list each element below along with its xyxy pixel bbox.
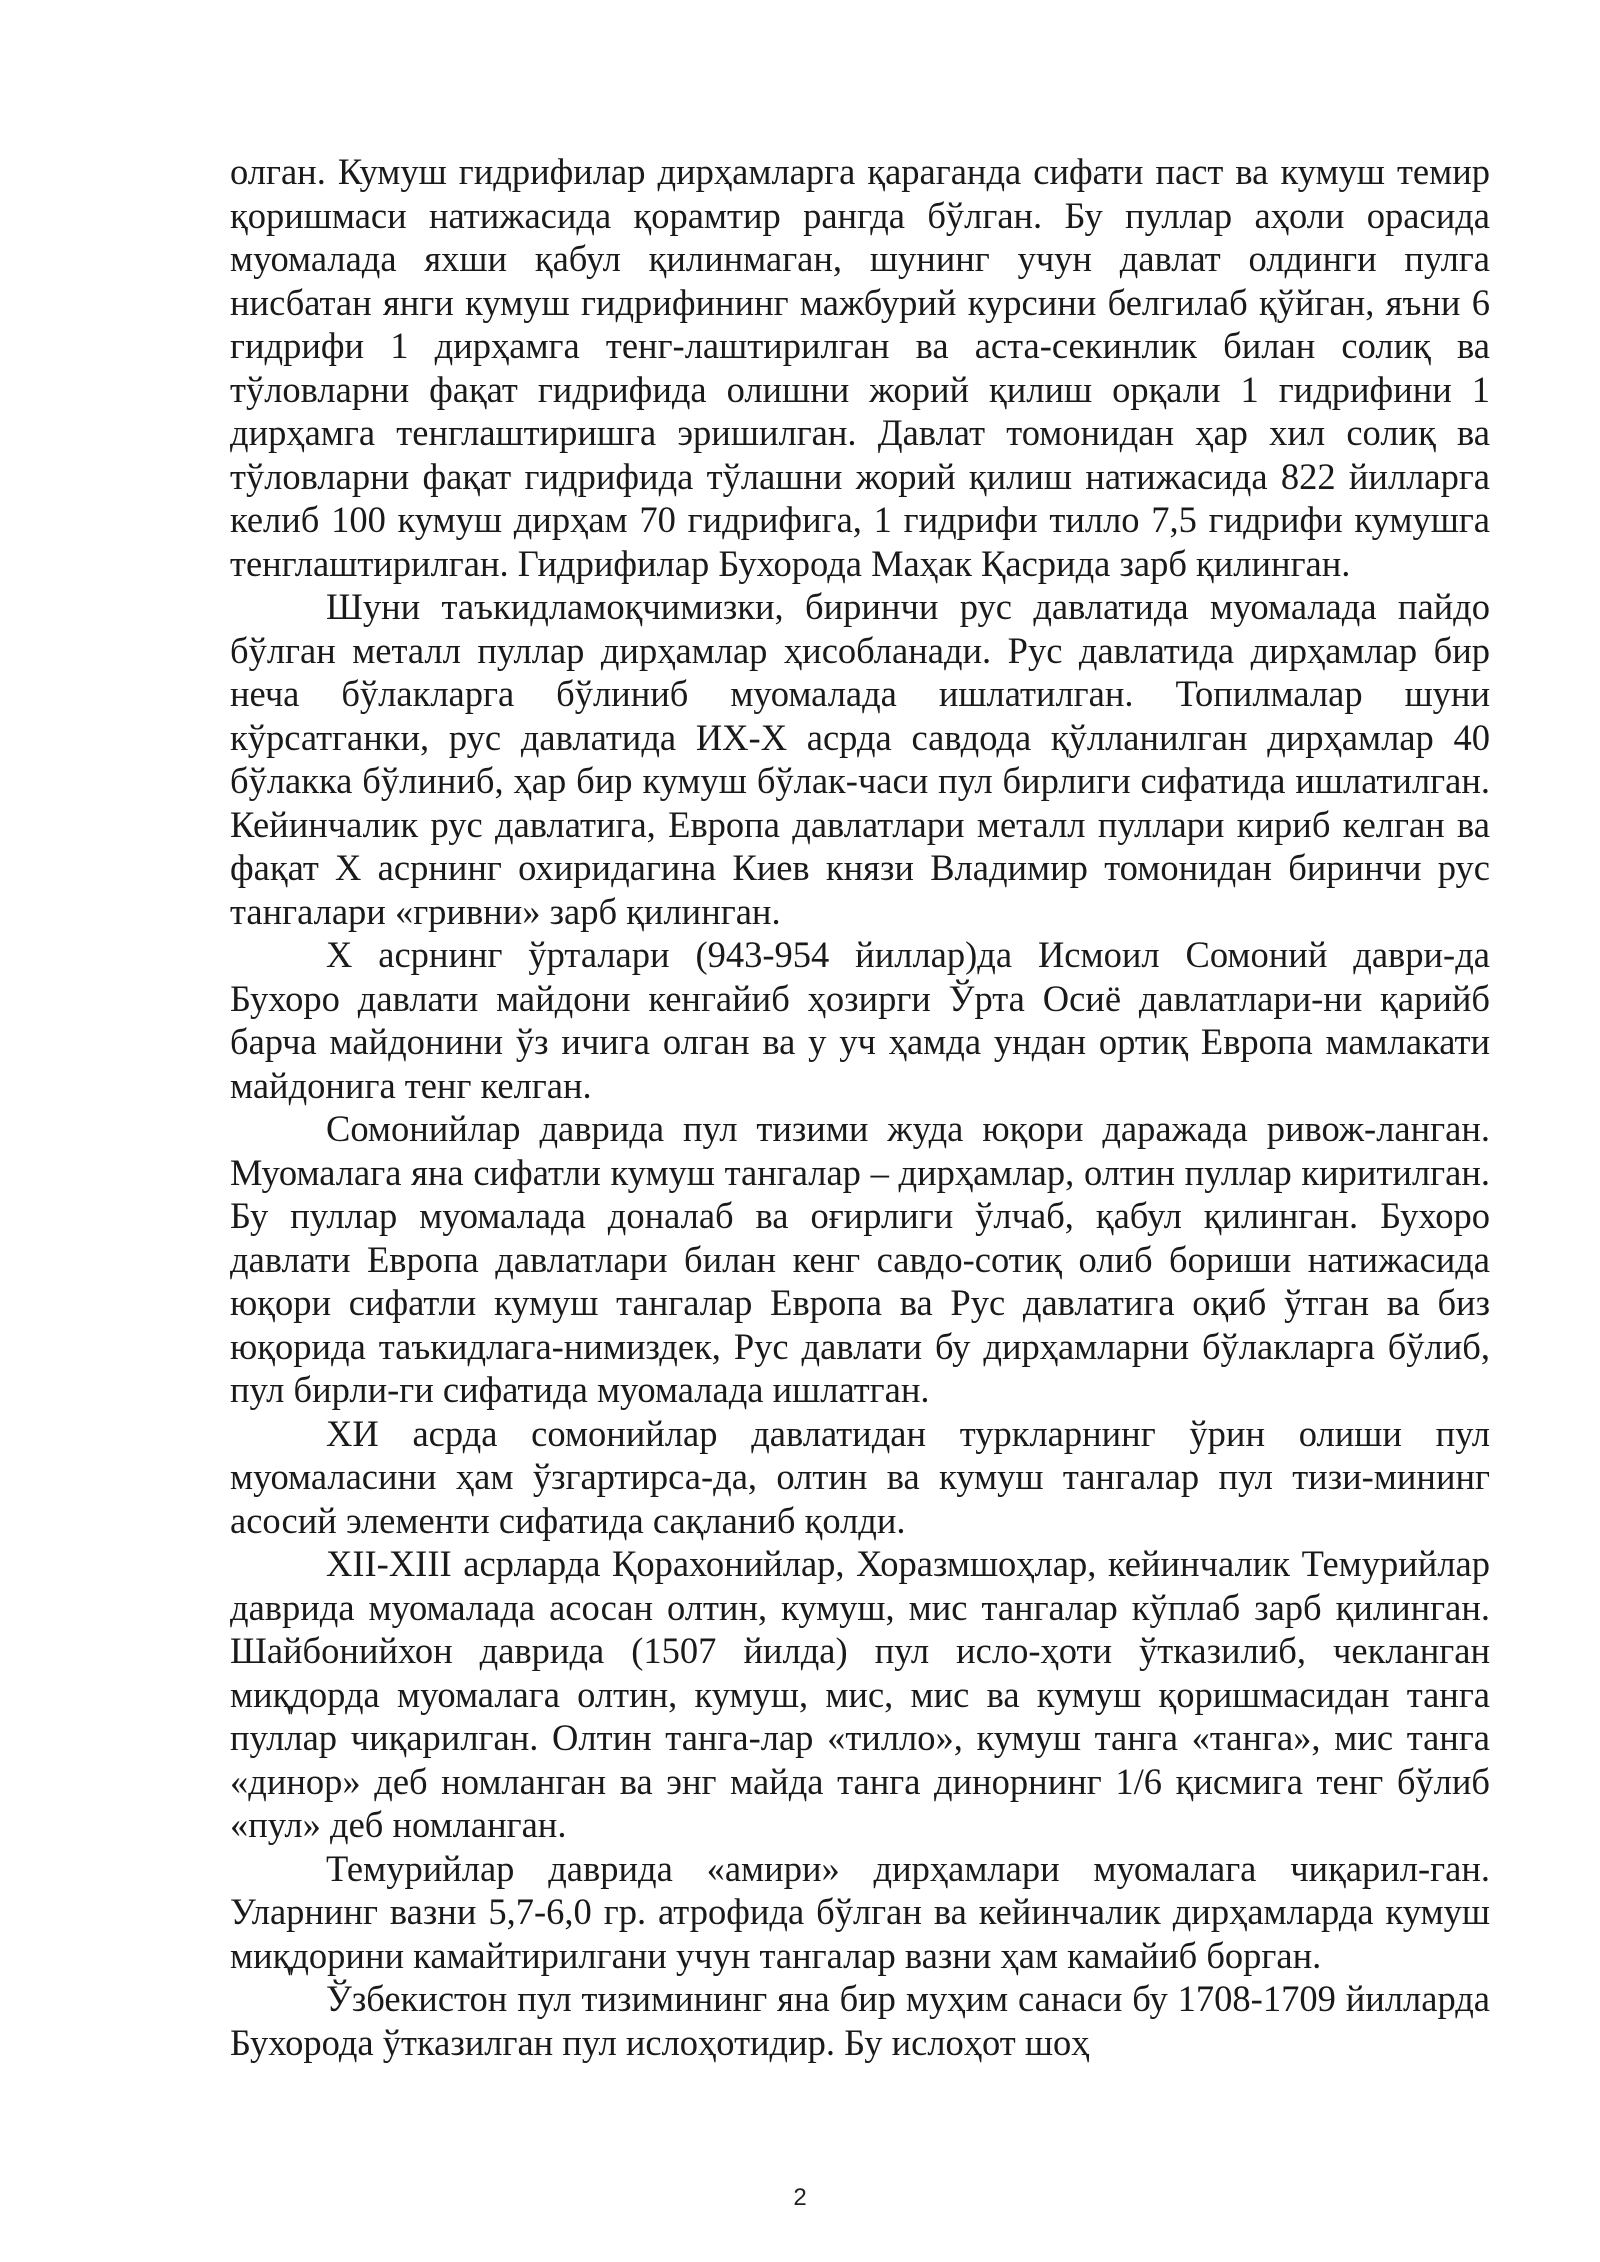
paragraph-8: Ўзбекистон пул тизимининг яна бир муҳим санаси бу 1708-1709 йилларда Бухорода ўтказилган пул ислоҳотидир. Бу ислоҳот шоҳ (230, 1978, 1490, 2063)
document-body (230, 150, 1490, 2064)
paragraph-3: Х асрнинг ўрталари (943-954 йиллар)да Исмоил Сомоний даври-да Бухоро давлати майдони кенгайиб ҳозирги Ўрта Осиё давлатлари-ни қарийб барча майдонини ўз ичига олган ва у уч ҳамда ундан ортиқ Европа мамлакати майдонига тенг келган. (230, 934, 1490, 1106)
paragraph-6: ХII-ХIII асрларда Қорахонийлар, Хоразмшоҳлар, кейинчалик Темурийлар даврида муомалада асосан олтин, кумуш, мис тангалар кўплаб зарб қилинган. Шайбонийхон даврида (1507 йилда) пул исло-ҳоти ўтказилиб, чекланган миқдорда муомалага олтин, кумуш, мис, мис ва кумуш қоришмасидан танга пуллар чиқарилган. Олтин танга-лар «тилло», кумуш танга «танга», мис танга «динор» деб номланган ва энг майда танга динорнинг 1/6 қисмига тенг бўлиб «пул» деб номланган. (230, 1543, 1490, 1845)
page-number: 2 (793, 2184, 807, 2211)
paragraph-5: ХИ асрда сомонийлар давлатидан туркларнинг ўрин олиши пул муомаласини ҳам ўзгартирса-да, олтин ва кумуш тангалар пул тизи-мининг асосий элементи сифатида сақланиб қолди. (230, 1412, 1490, 1541)
paragraph-1: олган. Кумуш гидрифилар дирҳамларга қараганда сифати паст ва кумуш темир қоришмаси натижасида қорамтир рангда бўлган. Бу пуллар аҳоли орасида муомалада яхши қабул қилинмаган, шунинг учун давлат олдинги пулга нисбатан янги кумуш гидрифининг мажбурий курсини белгилаб қўйган, яъни 6 гидрифи 1 дирҳамга тенг-лаштирилган ва аста-секинлик билан солиқ ва тўловларни фақат гидрифида олишни жорий қилиш орқали 1 гидрифини 1 дирҳамга тенглаштиришга эришилган. Давлат томонидан ҳар хил солиқ ва тўловларни фақат гидрифида тўлашни жорий қилиш натижасида 822 йилларга келиб 100 кумуш дирҳам 70 гидрифига, 1 гидрифи тилло 7,5 гидрифи кумушга тенглаштирилган. Гидрифилар Бухорода Маҳак Қасрида зарб қилинган. (230, 151, 1490, 584)
paragraph-7: Темурийлар даврида «амири» дирҳамлари муомалага чиқарил-ган. Уларнинг вазни 5,7-6,0 гр. атрофида бўлган ва кейинчалик дирҳамларда кумуш миқдорини камайтирилгани учун тангалар вазни ҳам камайиб борган. (230, 1847, 1490, 1976)
paragraph-2: Шуни таъкидламоқчимизки, биринчи рус давлатида муомалада пайдо бўлган металл пуллар дирҳамлар ҳисобланади. Рус давлатида дирҳамлар бир неча бўлакларга бўлиниб муомалада ишлатилган. Топилмалар шуни кўрсатганки, рус давлатида ИХ-Х асрда савдода қўлланилган дирҳамлар 40 бўлакка бўлиниб, ҳар бир кумуш бўлак-часи пул бирлиги сифатида ишлатилган. Кейинчалик рус давлатига, Европа давлатлари металл пуллари кириб келган ва фақат Х асрнинг охиридагина Киев князи Владимир томонидан биринчи рус тангалари «гривни» зарб қилинган. (230, 586, 1490, 932)
paragraph-4: Сомонийлар даврида пул тизими жуда юқори даражада ривож-ланган. Муомалага яна сифатли кумуш тангалар – дирҳамлар, олтин пуллар киритилган. Бу пуллар муомалада доналаб ва оғирлиги ўлчаб, қабул қилинган. Бухоро давлати Европа давлатлари билан кенг савдо-сотиқ олиб бориши натижасида юқори сифатли кумуш тангалар Европа ва Рус давлатига оқиб ўтган ва биз юқорида таъкидлага-нимиздек, Рус давлати бу дирҳамларни бўлакларга бўлиб, пул бирли-ги сифатида муомалада ишлатган. (230, 1108, 1490, 1410)
